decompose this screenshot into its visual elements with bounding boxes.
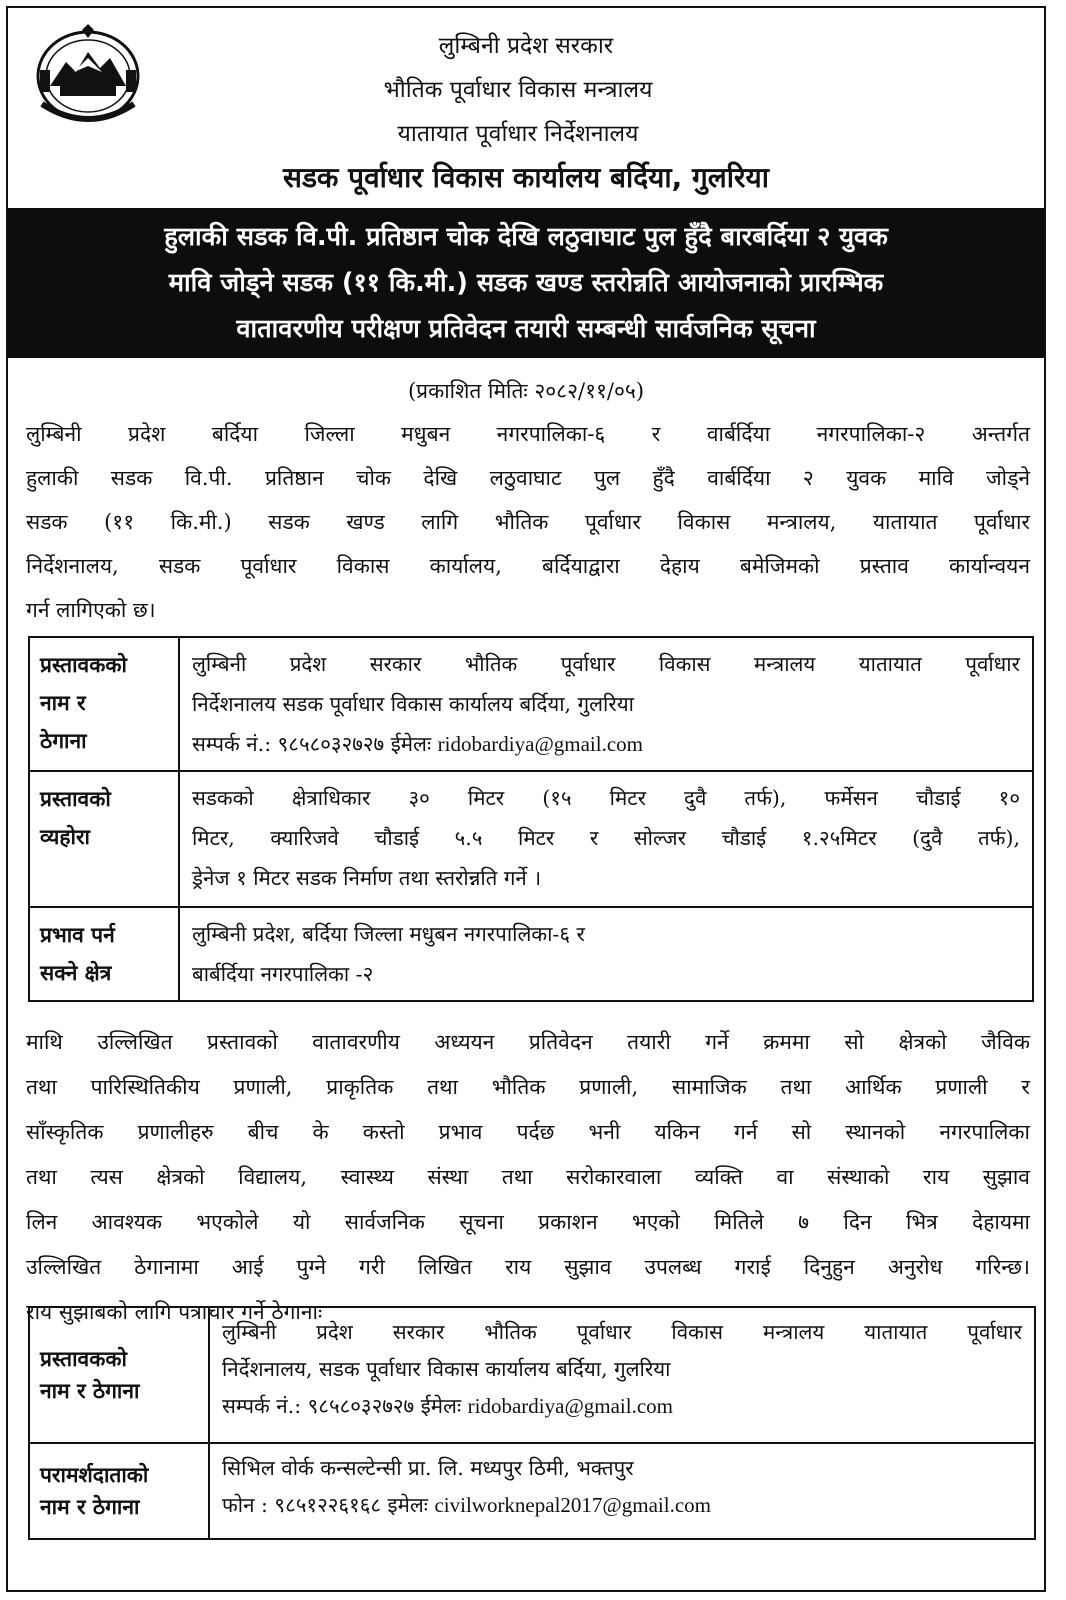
- row-value: [179, 771, 1033, 907]
- label-line: व्यहोरा: [40, 825, 90, 849]
- contact-line: [192, 724, 1020, 764]
- row-label: [29, 1443, 209, 1539]
- label-line: नाम र ठेगाना: [40, 1495, 140, 1519]
- contact-table: [28, 1306, 1036, 1540]
- ministry-line: भौतिक पूर्वाधार विकास मन्त्रालय: [383, 77, 653, 103]
- paragraph-line: लुम्बिनी प्रदेश बर्दिया जिल्ला मधुबन नगरपालिका-६ र वार्बर्दिया नगरपालिका-२ अन्तर्गत: [26, 422, 1030, 446]
- row-label: [29, 1307, 209, 1443]
- province-government-line: लुम्बिनी प्रदेश सरकार: [438, 33, 614, 59]
- value-line: निर्देशनालय सडक पूर्वाधार विकास कार्यालय बर्दिया, गुलरिया: [192, 692, 634, 716]
- paragraph-line: सडक (११ कि.मी.) सडक खण्ड लागि भौतिक पूर्वाधार विकास मन्त्रालय, यातायात पूर्वाधार: [26, 510, 1030, 534]
- paragraph-line: लिन आवश्यक भएकोले यो सार्वजनिक सूचना प्रकाशन भएको मितिले ७ दिन भित्र देहायमा: [26, 1210, 1030, 1234]
- table-row: [29, 1307, 1035, 1443]
- label-line: सक्ने क्षेत्र: [40, 961, 112, 985]
- label-line: नाम र ठेगाना: [40, 1379, 140, 1403]
- paragraph-line: हुलाकी सडक वि.पी. प्रतिष्ठान चोक देखि लठुवाघाट पुल हुँदै वार्बर्दिया २ युवक मावि जोड्ने: [26, 466, 1030, 490]
- label-line: प्रस्तावको: [40, 787, 111, 811]
- email-address: civilworknepal2017@gmail.com: [434, 1493, 711, 1517]
- proposal-table: [28, 636, 1034, 1002]
- label-line: ठेगाना: [40, 729, 87, 753]
- value-line: लुम्बिनी प्रदेश सरकार भौतिक पूर्वाधार विकास मन्त्रालय यातायात पूर्वाधार: [222, 1320, 1022, 1344]
- contact-number: फोन : ९८५१२२६१६८ इमेलः: [222, 1493, 428, 1517]
- table-row: [29, 1443, 1035, 1539]
- row-label: [29, 637, 179, 771]
- row-value: [209, 1443, 1035, 1539]
- value-line: सडकको क्षेत्राधिकार ३० मिटर (१५ मिटर दुवै तर्फ), फर्मेसन चौडाई १०: [192, 786, 1020, 810]
- paragraph-line: राय सुझाबको लागि पत्राचार गर्ने ठेगानाः: [26, 1300, 323, 1324]
- intro-paragraph: [26, 412, 1030, 632]
- paragraph-line: साँस्कृतिक प्रणालीहरु बीच के कस्तो प्रभाव पर्दछ भनी यकिन गर्न सो स्थानको नगरपालिका: [26, 1120, 1030, 1144]
- contact-number: सम्पर्क नं.: ९८५८०३२७२७ ईमेलः: [192, 732, 432, 756]
- paragraph-line: तथा त्यस क्षेत्रको विद्यालय, स्वास्थ्य संस्था तथा सरोकारवाला व्यक्ति वा संस्थाको राय सुझाव: [26, 1165, 1030, 1189]
- value-line: सिभिल वोर्क कन्सल्टेन्सी प्रा. लि. मध्यपुर ठिमी, भक्तपुर: [222, 1456, 634, 1480]
- notice-title-banner: [8, 208, 1044, 358]
- notice-header: [8, 8, 1044, 208]
- title-line: वातावरणीय परीक्षण प्रतिवेदन तयारी सम्बन्धी सार्वजनिक सूचना: [236, 314, 816, 344]
- paragraph-line: गर्न लागिएको छ।: [26, 598, 156, 622]
- table-row: [29, 907, 1033, 1001]
- email-address: ridobardiya@gmail.com: [467, 1394, 674, 1418]
- value-line: निर्देशनालय, सडक पूर्वाधार विकास कार्यालय बर्दिया, गुलरिया: [222, 1357, 671, 1381]
- directorate-line: यातायात पूर्वाधार निर्देशनालय: [397, 121, 639, 147]
- row-value: [179, 637, 1033, 771]
- contact-number: सम्पर्क नं.: ९८५८०३२७२७ ईमेलः: [222, 1394, 462, 1418]
- value-line: ड्रेनेज १ मिटर सडक निर्माण तथा स्तरोन्नति गर्ने ।: [192, 866, 542, 890]
- value-line: मिटर, क्यारिजवे चौडाई ५.५ मिटर र सोल्जर चौडाई १.२५मिटर (दुवै तर्फ),: [192, 826, 1020, 850]
- paragraph-line: तथा पारिस्थितिकीय प्रणाली, प्राकृतिक तथा भौतिक प्रणाली, सामाजिक तथा आर्थिक प्रणाली र: [26, 1075, 1030, 1099]
- label-line: प्रभाव पर्न: [40, 923, 115, 947]
- body-paragraph: [26, 1020, 1030, 1324]
- paragraph-line: निर्देशनालय, सडक पूर्वाधार विकास कार्यालय, बर्दियाद्वारा देहाय बमेजिमको प्रस्ताव कार्यान्वयन: [26, 554, 1030, 578]
- table-row: [29, 771, 1033, 907]
- label-line: परामर्शदाताको: [40, 1463, 149, 1487]
- title-line: मावि जोड्ने सडक (११ कि.मी.) सडक खण्ड स्तरोन्नति आयोजनाको प्रारम्भिक: [168, 268, 884, 298]
- paragraph-line: उल्लिखित ठेगानामा आई पुग्ने गरी लिखित राय सुझाव उपलब्ध गराई दिनुहुन अनुरोध गरिन्छ।: [26, 1255, 1030, 1279]
- office-name: सडक पूर्वाधार विकास कार्यालय बर्दिया, गुलरिया: [283, 161, 769, 194]
- contact-line: [222, 1388, 1022, 1425]
- row-label: [29, 907, 179, 1001]
- contact-line: [222, 1487, 1022, 1524]
- value-line: लुम्बिनी प्रदेश, बर्दिया जिल्ला मधुबन नगरपालिका-६ र: [192, 922, 585, 946]
- row-label: [29, 771, 179, 907]
- row-value: [209, 1307, 1035, 1443]
- value-line: लुम्बिनी प्रदेश सरकार भौतिक पूर्वाधार विकास मन्त्रालय यातायात पूर्वाधार: [192, 652, 1020, 676]
- label-line: नाम र: [40, 691, 86, 715]
- email-address: ridobardiya@gmail.com: [437, 732, 644, 756]
- title-line: हुलाकी सडक वि.पी. प्रतिष्ठान चोक देखि लठुवाघाट पुल हुँदै बारबर्दिया २ युवक: [164, 222, 888, 252]
- paragraph-line: माथि उल्लिखित प्रस्तावको वातावरणीय अध्ययन प्रतिवेदन तयारी गर्ने क्रममा सो क्षेत्रको जैविक: [26, 1030, 1030, 1054]
- table-row: [29, 637, 1033, 771]
- label-line: प्रस्तावकको: [40, 1347, 127, 1371]
- published-date: (प्रकाशित मितिः २०८२/११/०५): [407, 379, 645, 403]
- notice-page: [6, 6, 1046, 1592]
- label-line: प्रस्तावकको: [40, 653, 127, 677]
- row-value: [179, 907, 1033, 1001]
- value-line: बार्बर्दिया नगरपालिका -२: [192, 962, 374, 986]
